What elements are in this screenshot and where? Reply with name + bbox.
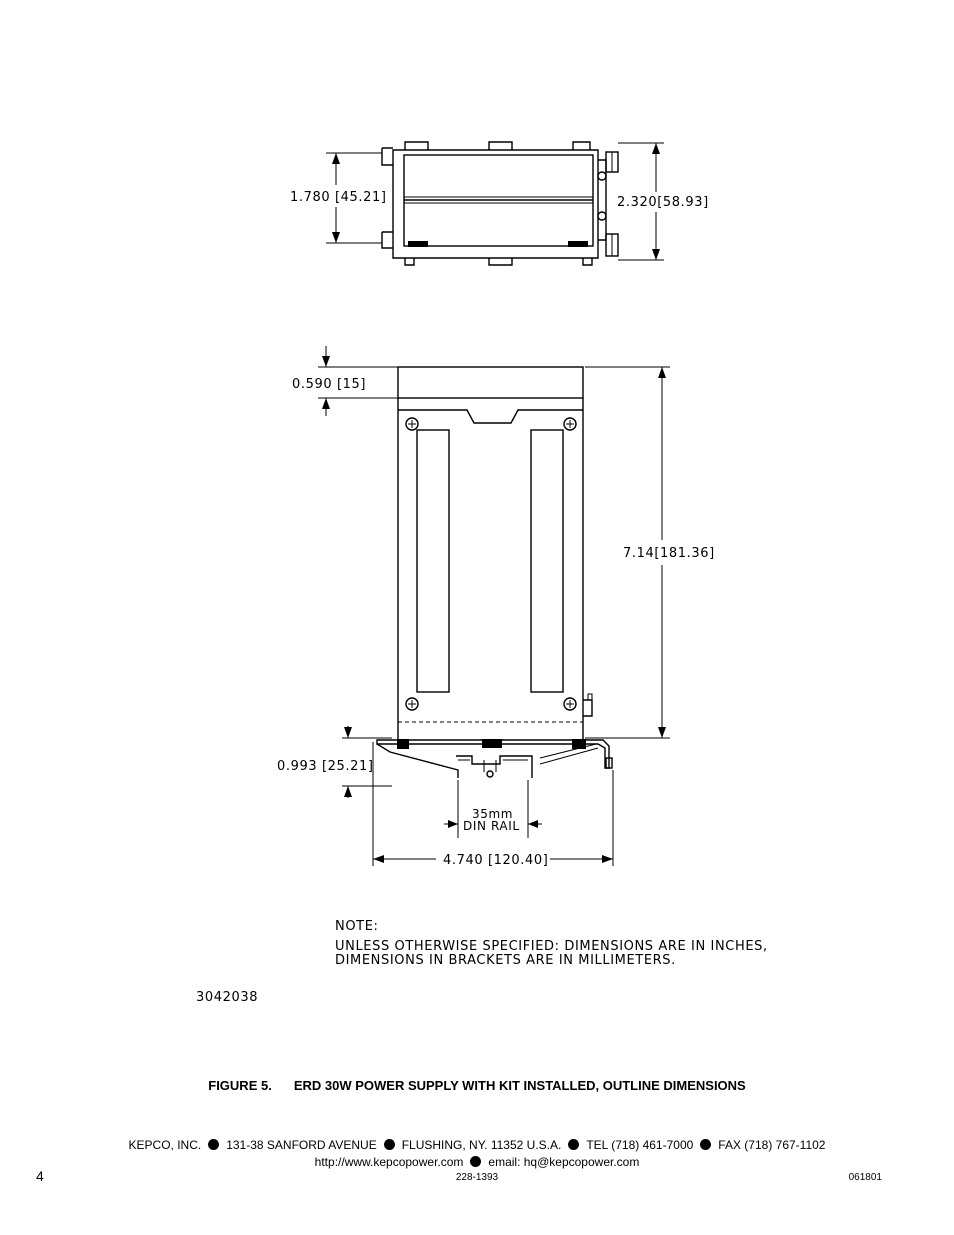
note-line-2: DIMENSIONS IN BRACKETS ARE IN MILLIMETERS.: [335, 953, 676, 968]
fax: FAX (718) 767-1102: [718, 1138, 826, 1152]
figure-label: FIGURE 5.: [208, 1078, 272, 1093]
footer-address: [0, 1138, 954, 1152]
note-line-1: UNLESS OTHERWISE SPECIFIED: DIMENSIONS ARE IN INCHES,: [335, 939, 768, 954]
page-number: 4: [36, 1168, 44, 1184]
street-address: 131-38 SANFORD AVENUE: [226, 1138, 377, 1152]
top-offset-dim: 0.590 [15]: [292, 377, 367, 392]
website-link[interactable]: http://www.kepcopower.com: [314, 1155, 464, 1169]
din-rail-label: DIN RAIL: [463, 819, 520, 833]
top-height-dim: 1.780 [45.21]: [290, 190, 387, 205]
screw-icon: [564, 418, 576, 430]
bullet-icon: [568, 1139, 579, 1150]
screw-icon: [406, 418, 418, 430]
bullet-icon: [208, 1139, 219, 1150]
bullet-icon: [700, 1139, 711, 1150]
rail-offset-dim: 0.993 [25.21]: [277, 759, 374, 774]
bullet-icon: [470, 1156, 481, 1167]
din-rail-size: 35mm: [472, 807, 514, 821]
top-view: [290, 142, 709, 265]
side-view: [277, 346, 715, 868]
figure-title: ERD 30W POWER SUPPLY WITH KIT INSTALLED, OUTLINE DIMENSIONS: [293, 1078, 746, 1093]
email-link[interactable]: email: hq@kepcopower.com: [488, 1155, 640, 1169]
company-name: KEPCO, INC.: [128, 1138, 202, 1152]
footer-contact: [0, 1155, 954, 1169]
screw-icon: [406, 698, 418, 710]
note-title: NOTE:: [335, 919, 379, 934]
figure-caption: [0, 1078, 954, 1093]
date-code: 061801: [848, 1172, 882, 1183]
telephone: TEL (718) 461-7000: [586, 1138, 694, 1152]
top-overall-dim: 2.320[58.93]: [617, 195, 709, 210]
city: FLUSHING, NY. 11352 U.S.A.: [401, 1138, 562, 1152]
bullet-icon: [384, 1139, 395, 1150]
document-number: 228-1393: [455, 1172, 499, 1183]
screw-icon: [564, 698, 576, 710]
drawing-number: 3042038: [196, 990, 259, 1005]
width-dim: 4.740 [120.40]: [443, 853, 549, 868]
length-dim: 7.14[181.36]: [623, 546, 715, 561]
